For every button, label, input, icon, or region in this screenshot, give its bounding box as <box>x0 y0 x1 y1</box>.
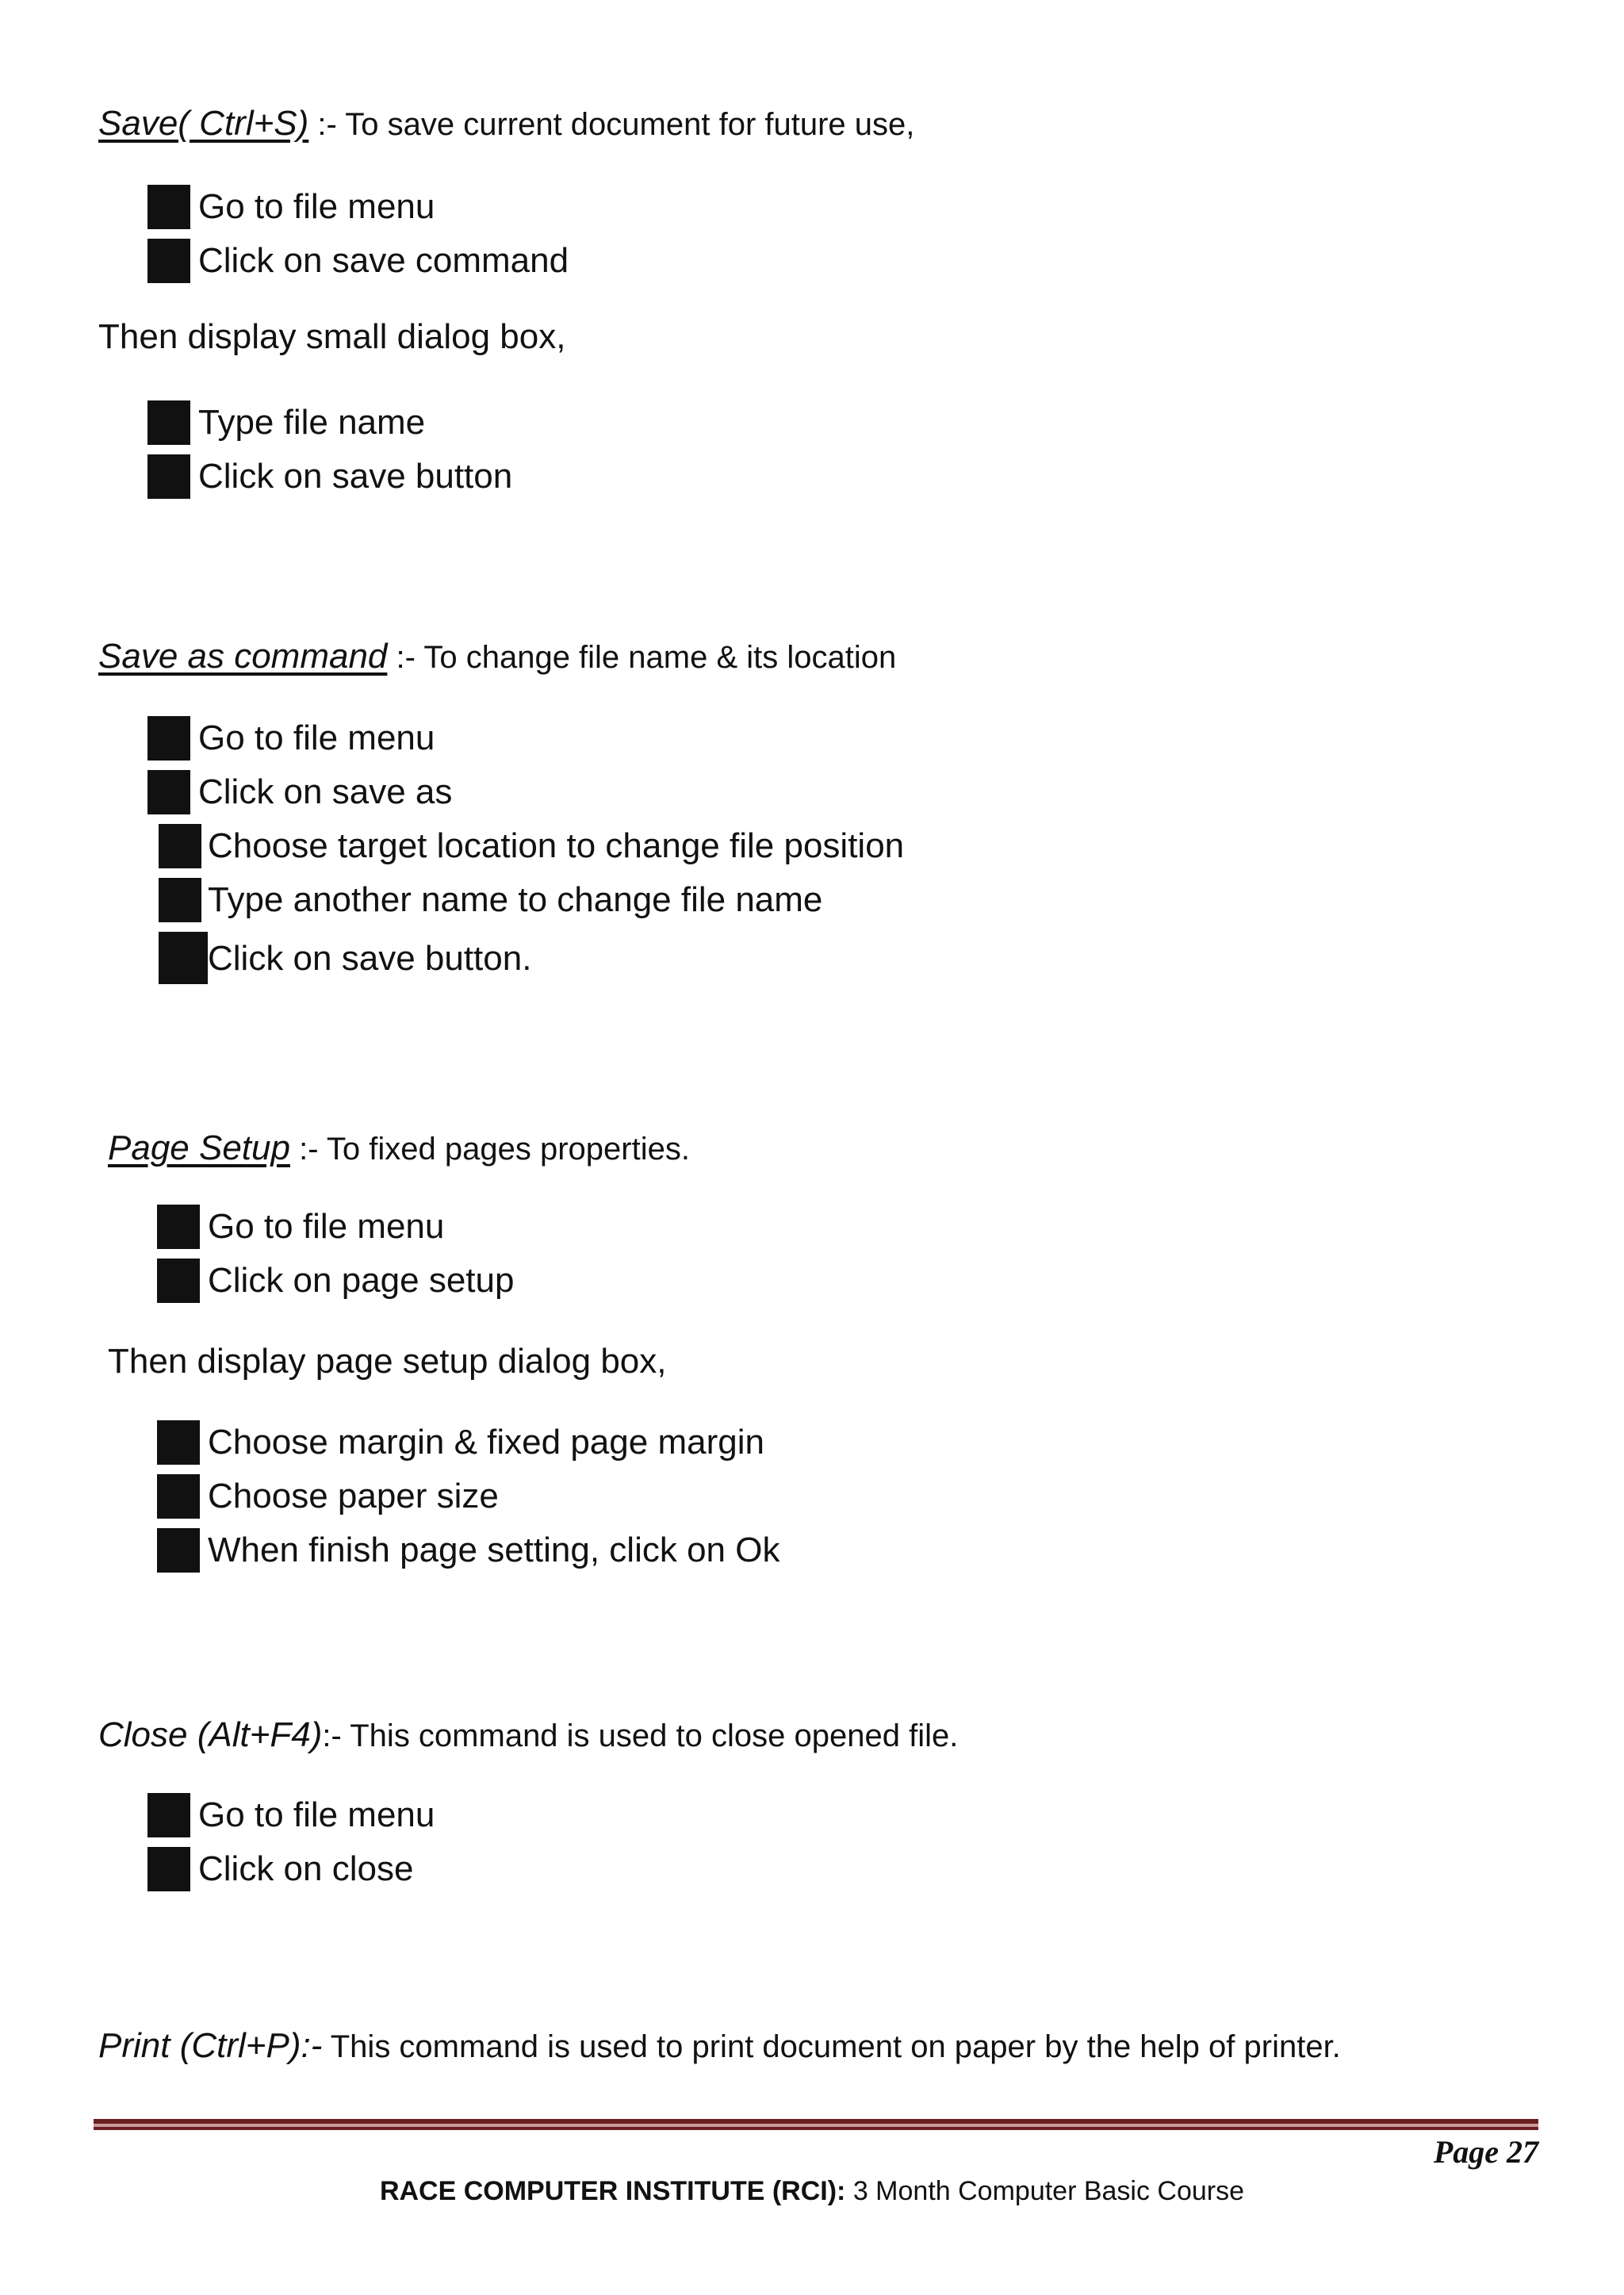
list-item: Go to file menu <box>98 711 896 765</box>
section-description: To save current document for future use, <box>345 107 915 142</box>
section-print <box>98 2024 1341 2069</box>
heading-separator: :- <box>308 107 346 142</box>
step-list <box>98 711 905 990</box>
followup-text: Then display small dialog box, <box>98 317 566 356</box>
section-page-setup <box>108 1126 780 1577</box>
section-description: This command is used to close opened file. <box>350 1718 959 1753</box>
square-bullet-icon <box>147 400 190 445</box>
step-list <box>98 1788 958 1896</box>
square-bullet-icon <box>159 824 201 868</box>
footer-course: 3 Month Computer Basic Course <box>845 2176 1245 2206</box>
heading-separator: :- <box>322 1718 350 1753</box>
heading-separator: :- <box>387 640 424 675</box>
list-item: Click on save button <box>98 450 914 504</box>
footer-divider <box>94 2119 1538 2130</box>
square-bullet-icon <box>157 1528 200 1573</box>
section-description: This command is used to print document on paper by the help of printer. <box>330 2029 1341 2064</box>
square-bullet-icon <box>147 185 190 229</box>
section-close <box>98 1713 958 1896</box>
square-bullet-icon <box>157 1420 200 1465</box>
list-item: Click on close <box>98 1842 958 1896</box>
step-list <box>98 180 914 288</box>
footer-institute: RACE COMPUTER INSTITUTE (RCI): <box>379 2176 846 2206</box>
step-list <box>108 1200 730 1308</box>
list-item: Go to file menu <box>98 180 914 234</box>
list-item: Click on save button. <box>98 927 896 990</box>
list-item: Type another name to change file name <box>98 873 896 927</box>
square-bullet-icon <box>147 1847 190 1891</box>
square-bullet-icon <box>159 878 201 922</box>
list-item: Click on save command <box>98 234 914 288</box>
square-bullet-icon <box>147 716 190 761</box>
heading-separator: :- <box>289 1132 327 1167</box>
square-bullet-icon <box>159 932 208 984</box>
section-heading-line <box>108 1126 730 1171</box>
list-item: Go to file menu <box>98 1788 958 1842</box>
followup-text: Then display page setup dialog box, <box>108 1342 667 1381</box>
square-bullet-icon <box>157 1205 200 1249</box>
list-item: Click on save as <box>98 765 896 819</box>
section-heading-line <box>98 102 914 147</box>
list-item: Go to file menu <box>108 1200 730 1254</box>
section-heading-line <box>98 634 896 680</box>
section-heading-line <box>98 1713 958 1758</box>
list-item: Click on page setup <box>108 1254 730 1308</box>
heading-separator <box>322 2029 330 2064</box>
square-bullet-icon <box>157 1259 200 1303</box>
section-save-as <box>98 634 905 990</box>
section-heading-line <box>98 2024 1341 2069</box>
section-heading: Print (Ctrl+P):- <box>98 2026 323 2065</box>
square-bullet-icon <box>147 239 190 283</box>
section-heading: Close (Alt+F4) <box>98 1715 323 1754</box>
step-list <box>108 1416 780 1577</box>
section-description: To change file name & its location <box>423 640 897 675</box>
section-heading: Save( Ctrl+S) <box>98 104 309 143</box>
section-heading: Page Setup <box>108 1128 290 1167</box>
square-bullet-icon <box>157 1474 200 1519</box>
list-item: Choose target location to change file position <box>98 819 896 873</box>
footer-course-line <box>0 2176 1624 2207</box>
section-description: To fixed pages properties. <box>326 1132 690 1167</box>
square-bullet-icon <box>147 454 190 499</box>
square-bullet-icon <box>147 1793 190 1837</box>
section-save <box>98 102 914 504</box>
list-item: When finish page setting, click on Ok <box>108 1523 730 1577</box>
page-number: Page 27 <box>1433 2134 1538 2170</box>
list-item: Choose paper size <box>108 1469 730 1523</box>
section-heading: Save as command <box>98 637 388 676</box>
list-item: Choose margin & fixed page margin <box>108 1416 730 1469</box>
square-bullet-icon <box>147 770 190 814</box>
step-list <box>98 396 914 504</box>
list-item: Type file name <box>98 396 914 450</box>
